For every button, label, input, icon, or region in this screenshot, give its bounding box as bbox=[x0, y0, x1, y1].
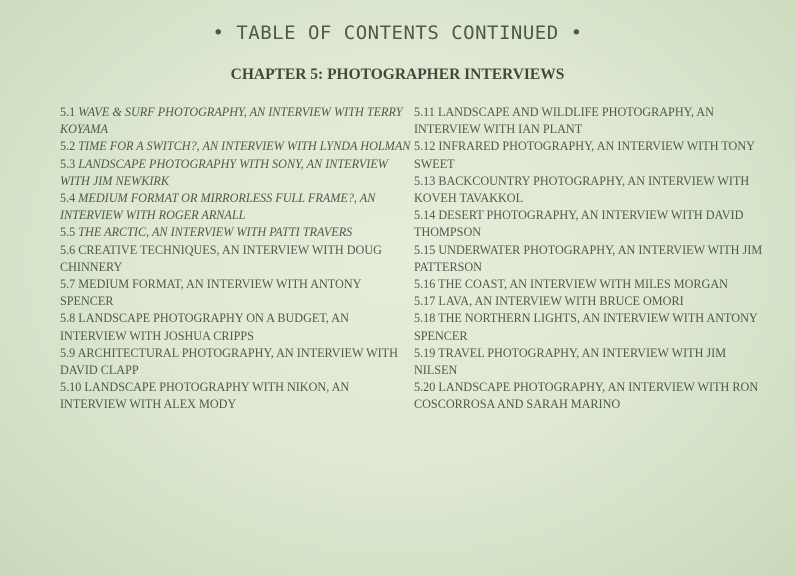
toc-entry-title: THE COAST, AN INTERVIEW WITH MILES MORGAN bbox=[438, 277, 728, 292]
toc-column-right bbox=[414, 104, 769, 414]
toc-entry[interactable] bbox=[414, 173, 769, 207]
toc-entry[interactable] bbox=[414, 207, 769, 241]
toc-entry-title: LANDSCAPE PHOTOGRAPHY ON A BUDGET, AN INTERVIEW WITH JOSHUA CRIPPS bbox=[60, 311, 349, 343]
toc-entry[interactable] bbox=[60, 310, 415, 344]
toc-entry-title: WAVE & SURF PHOTOGRAPHY, AN INTERVIEW WITH TERRY KOYAMA bbox=[60, 105, 403, 137]
toc-entry-number: 5.17 bbox=[414, 294, 436, 309]
toc-entry[interactable] bbox=[60, 345, 415, 379]
toc-entry-title: LANDSCAPE PHOTOGRAPHY WITH NIKON, AN INTERVIEW WITH ALEX MODY bbox=[60, 380, 350, 412]
toc-entry[interactable] bbox=[60, 242, 415, 276]
toc-column-left bbox=[60, 104, 415, 414]
toc-entry[interactable] bbox=[414, 293, 769, 310]
toc-entry-number: 5.5 bbox=[60, 225, 76, 240]
toc-entry[interactable] bbox=[414, 138, 769, 172]
toc-entry-number: 5.11 bbox=[414, 105, 435, 119]
toc-entry-title: THE ARCTIC, AN INTERVIEW WITH PATTI TRAVERS bbox=[78, 225, 353, 240]
toc-entry[interactable] bbox=[414, 242, 769, 276]
toc-entry-number: 5.6 bbox=[60, 242, 76, 257]
toc-entry-number: 5.20 bbox=[414, 380, 436, 395]
toc-entry-title: LANDSCAPE PHOTOGRAPHY, AN INTERVIEW WITH RON COSCORROSA AND SARAH MARINO bbox=[414, 380, 759, 412]
page-title: • TABLE OF CONTENTS CONTINUED • bbox=[212, 22, 583, 44]
toc-entry[interactable] bbox=[414, 379, 769, 413]
toc-entry[interactable] bbox=[414, 310, 769, 344]
toc-entry-title: DESERT PHOTOGRAPHY, AN INTERVIEW WITH DAVID THOMPSON bbox=[414, 208, 744, 240]
toc-entry-number: 5.14 bbox=[414, 208, 436, 223]
toc-entry-title: ARCHITECTURAL PHOTOGRAPHY, AN INTERVIEW WITH DAVID CLAPP bbox=[60, 345, 398, 378]
toc-entry-number: 5.18 bbox=[414, 311, 436, 326]
chapter-title: CHAPTER 5: PHOTOGRAPHER INTERVIEWS bbox=[230, 66, 565, 83]
toc-entry-title: MEDIUM FORMAT, AN INTERVIEW WITH ANTONY SPENCER bbox=[60, 277, 361, 309]
toc-entry-title: UNDERWATER PHOTOGRAPHY, AN INTERVIEW WITH JIM PATTERSON bbox=[414, 242, 763, 274]
toc-entry-number: 5.10 bbox=[60, 380, 82, 395]
toc-entry-number: 5.4 bbox=[60, 191, 76, 206]
toc-entry[interactable] bbox=[414, 345, 769, 379]
toc-entry-number: 5.15 bbox=[414, 242, 436, 257]
toc-entry-number: 5.1 bbox=[60, 105, 76, 119]
toc-entry-number: 5.13 bbox=[414, 173, 436, 188]
toc-entry-number: 5.3 bbox=[60, 156, 76, 171]
toc-entry-number: 5.19 bbox=[414, 345, 436, 360]
toc-entry-title: LANDSCAPE PHOTOGRAPHY WITH SONY, AN INTERVIEW WITH JIM NEWKIRK bbox=[60, 156, 388, 188]
toc-entry-title: THE NORTHERN LIGHTS, AN INTERVIEW WITH ANTONY SPENCER bbox=[414, 311, 758, 343]
toc-entry-title: CREATIVE TECHNIQUES, AN INTERVIEW WITH DOUG CHINNERY bbox=[60, 242, 382, 274]
toc-entry[interactable] bbox=[414, 276, 769, 293]
toc-entry-number: 5.2 bbox=[60, 139, 76, 154]
toc-entry[interactable] bbox=[60, 379, 415, 413]
toc-entry-title: TIME FOR A SWITCH?, AN INTERVIEW WITH LYNDA HOLMAN bbox=[78, 139, 411, 154]
toc-entry[interactable] bbox=[60, 104, 415, 138]
toc-entry-title: LAVA, AN INTERVIEW WITH BRUCE OMORI bbox=[438, 294, 684, 309]
toc-entry-title: BACKCOUNTRY PHOTOGRAPHY, AN INTERVIEW WITH KOVEH TAVAKKOL bbox=[414, 173, 750, 206]
toc-entry[interactable] bbox=[60, 190, 415, 224]
toc-entry[interactable] bbox=[60, 156, 415, 190]
toc-entry[interactable] bbox=[414, 104, 769, 138]
toc-entry[interactable] bbox=[60, 138, 415, 155]
toc-entry-title: LANDSCAPE AND WILDLIFE PHOTOGRAPHY, AN INTERVIEW WITH IAN PLANT bbox=[414, 105, 714, 137]
toc-entry-title: TRAVEL PHOTOGRAPHY, AN INTERVIEW WITH JIM NILSEN bbox=[414, 345, 727, 378]
toc-entry-number: 5.12 bbox=[414, 139, 436, 154]
toc-entry-number: 5.7 bbox=[60, 277, 76, 292]
toc-entry-number: 5.16 bbox=[414, 277, 436, 292]
toc-entry-title: INFRARED PHOTOGRAPHY, AN INTERVIEW WITH TONY SWEET bbox=[414, 139, 755, 171]
toc-entry-number: 5.9 bbox=[60, 345, 76, 360]
toc-entry-number: 5.8 bbox=[60, 311, 76, 326]
toc-entry[interactable] bbox=[60, 224, 415, 241]
toc-entry-title: MEDIUM FORMAT OR MIRRORLESS FULL FRAME?, AN INTERVIEW WITH ROGER ARNALL bbox=[60, 191, 376, 223]
toc-entry[interactable] bbox=[60, 276, 415, 310]
